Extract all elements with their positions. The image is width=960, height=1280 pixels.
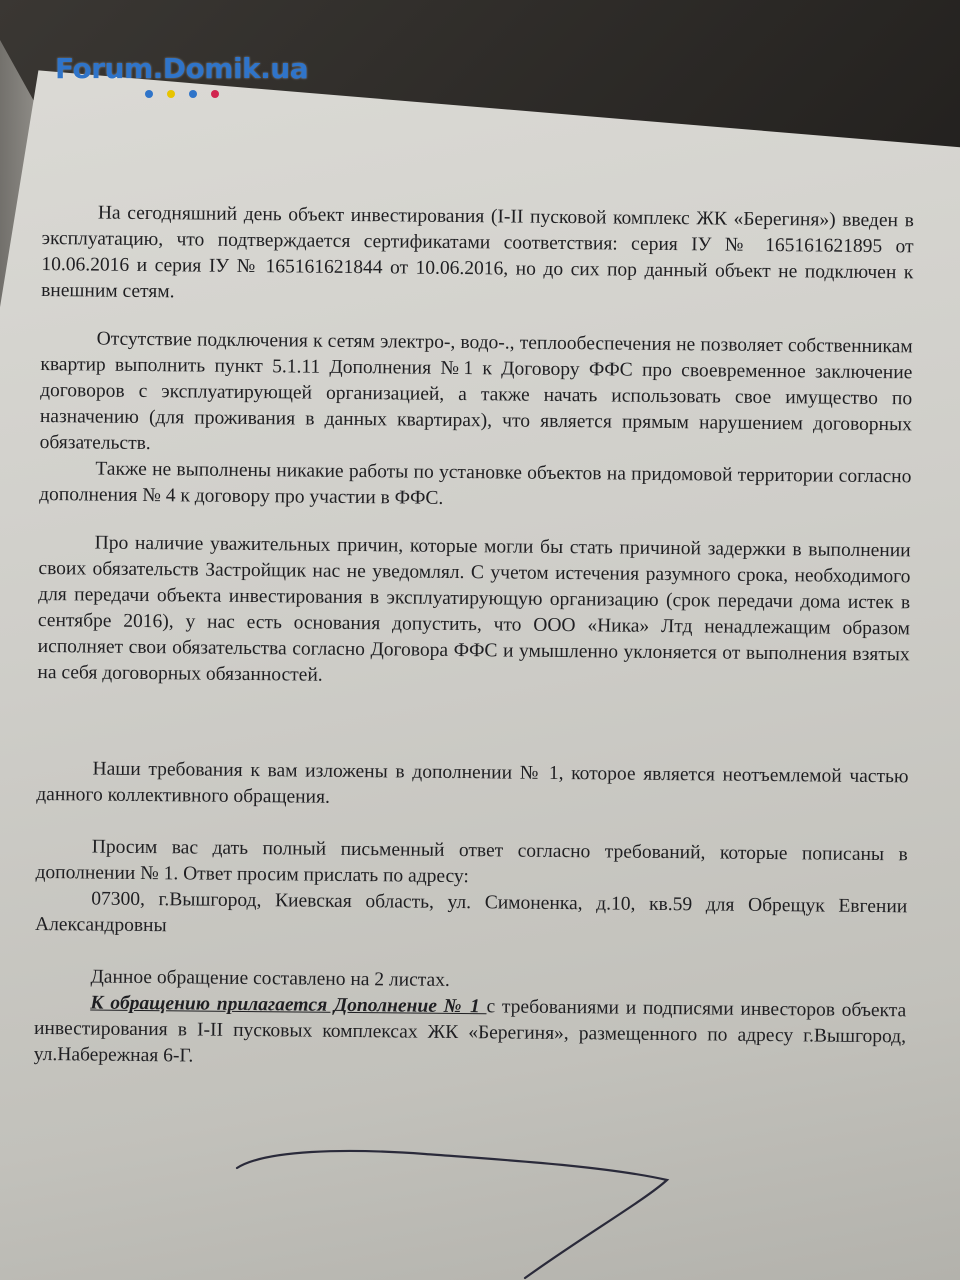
watermark-dots (145, 90, 219, 98)
watermark-logo: Forum.Domik.ua (55, 52, 309, 85)
paragraph-reasons: Про наличие уважительных причин, которые могли бы стать причиной задержки в выполнении своих обязательств Застройщик нас не уведомлял. С учетом истечения разумного срока, необходимого для передачи объекта инвестирования в эксплуатирующую организацию (срок передачи дома истек в сентябре 2016), у нас есть основания допустить, что ООО «Ника» Лтд ненадлежащим образом исполняет свои обязательства согласно Договора ФФС и умышленно уклоняется от выполнения взятых на себя договорных обязанностей. (37, 532, 911, 686)
paragraph-commissioned: На сегодняшний день объект инвестирования (I-II пусковой комплекс ЖК «Берегиня») введен в эксплуатацию, что подтверждается сертификатами соответствия: серия ІУ № 165161621895 от 10.06.2016 и серия ІУ № 165161621844 от 10.06.2016, но до сих пор данный объект не подключен к внешним сетям. (41, 202, 914, 303)
signature-stroke (225, 1140, 695, 1280)
paragraph-address: 07300, г.Вышгород, Киевская область, ул. Симоненка, д.10, кв.59 для Обрещук Евгении Александровны (34, 888, 908, 937)
paragraph-territory: Также не выполнены никакие работы по установке объектов на придомовой территории согласно дополнения № 4 к договору про участии в ФФС. (39, 458, 912, 509)
watermark-dot-icon (189, 90, 197, 98)
paragraph-request: Просим вас дать полный письменный ответ согласно требований, которые пописаны в дополнении № 1. Ответ просим прислать по адресу: (35, 836, 908, 888)
paragraph-no-connection: Отсутствие подключения к сетям электро-, водо-., теплообеспечения не позволяет собственникам квартир выполнить пункт 5.1.11 Дополнения №1 к Договору ФФС про своевременное заключение договоров с эксплуатирующей организацией, а также начать использовать свое имущество по назначению (для проживания в данных квартирах), что является прямым нарушением договорных обязательств. (39, 328, 913, 455)
paragraph-attachment (34, 990, 907, 1076)
watermark-dot-icon (167, 90, 175, 98)
paragraph-requirements: Наши требования к вам изложены в дополнении № 1, которое является неотъемлемой частью данного коллективного обращения. (36, 758, 909, 808)
watermark-dot-icon (211, 90, 219, 98)
attachment-title: К обращению прилагается Дополнение № 1 (90, 992, 487, 1018)
attachment-description: с требованиями и подписями инвесторов объекта инвестирования в I-II пусковых комплексах ЖК «Берегиня», размещенного по адресу г.Вышгород, ул.Набережная 6-Г. (33, 996, 907, 1067)
watermark-dot-icon (145, 90, 153, 98)
document-body (34, 200, 914, 1076)
paragraph-sheets: Данное обращение составлено на 2 листах. (90, 966, 450, 991)
